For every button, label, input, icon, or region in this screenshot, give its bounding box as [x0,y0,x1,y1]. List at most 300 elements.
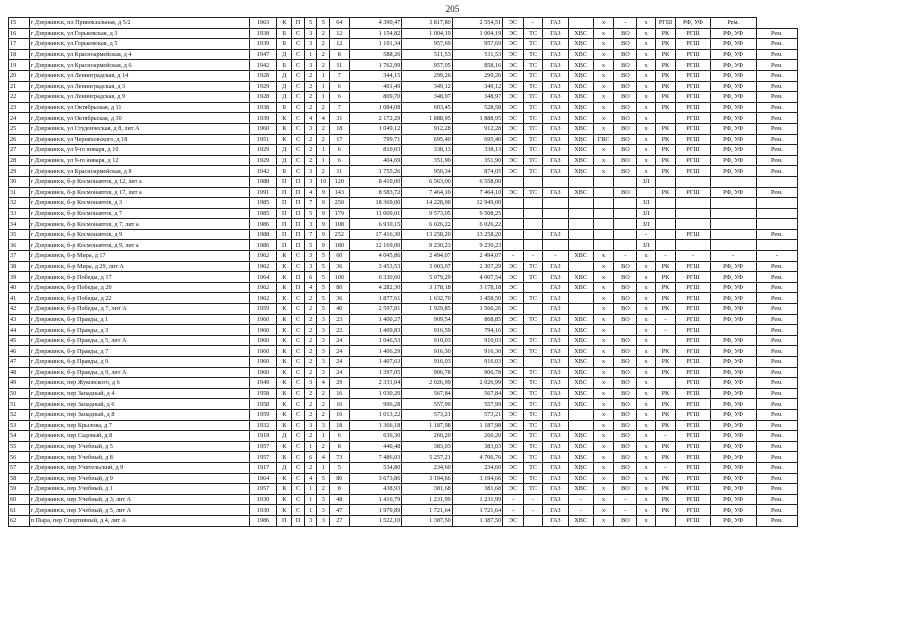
cell-hot-water: х [593,145,614,156]
cell-sewerage: - [614,505,637,516]
table-row [9,420,798,431]
cell-address: г Дзержинск, пер Крылова, д 7 [29,420,249,431]
cell-entrances: 4 [304,473,317,484]
cell-cold-water: ХВС [568,272,593,283]
cell-repair-status: Рем. [756,102,797,113]
cell-living-area: 3 003,07 [402,261,452,272]
cell-garbage: ЗЛ [637,176,655,187]
cell-residential-area: 557,99 [452,399,502,410]
cell-electricity: ЭС [503,304,524,315]
cell-sewerage: ВО [614,367,637,378]
cell-heating: ТС [523,441,542,452]
cell-hot-water: х [593,409,614,420]
cell-living-area: 1 187,98 [402,420,452,431]
cell-apartments: 11 [330,166,349,177]
cell-electricity: ЭС [503,113,524,124]
cell-hot-water: х [593,505,614,516]
cell-series: П [292,208,305,219]
cell-funds: РФ, УФ [710,113,756,124]
cell-apartments: 6 [330,155,349,166]
cell-row-number: 23 [9,102,30,113]
cell-electricity: ЭС [503,187,524,198]
table-row [9,92,798,103]
cell-floors: 2 [317,484,330,495]
cell-series: П [292,18,305,29]
cell-hot-water: х [593,335,614,346]
cell-repair-status: Рем. [756,304,797,315]
cell-year-built: 1962 [249,282,277,293]
cell-entrances: 3 [304,166,317,177]
cell-heating: ТС [523,420,542,431]
cell-wall-material: П [277,515,292,526]
cell-funds: РФ, УФ [710,441,756,452]
cell-floors: 1 [317,155,330,166]
cell-heating: ТС [523,39,542,50]
cell-electricity: ЭС [503,166,524,177]
cell-sewerage: - [614,18,637,29]
cell-address: г Дзержинск, ул Красноармейская, д 8 [29,166,249,177]
cell-total-area: 1 013,22 [349,409,402,420]
cell-gas [543,208,568,219]
cell-cold-water: ХВС [568,399,593,410]
cell-repair-status: Рем. [756,357,797,368]
cell-electricity: ЭС [503,346,524,357]
cell-facade-repair: РГШ [676,473,710,484]
cell-wall-material: К [277,505,292,516]
cell-apartments: 29 [330,378,349,389]
cell-residential-area: 4 706,76 [452,452,502,463]
cell-roof-repair [655,219,676,230]
cell-apartments: 18 [330,123,349,134]
cell-garbage: х [637,515,655,526]
cell-series: П [292,282,305,293]
cell-apartments: 8 [330,441,349,452]
cell-roof-repair: РК [655,357,676,368]
cell-floors: 9 [317,187,330,198]
cell-repair-status: Рем. [756,113,797,124]
table-row [9,431,798,442]
cell-floors: 3 [317,420,330,431]
cell-floors: 4 [317,452,330,463]
cell-total-area: 4 045,86 [349,251,402,262]
cell-electricity: ЭС [503,28,524,39]
cell-year-built: 1962 [249,293,277,304]
cell-cold-water: ХВС [568,462,593,473]
cell-apartments: 80 [330,282,349,293]
cell-electricity: ЭС [503,60,524,71]
cell-hot-water: х [593,123,614,134]
table-row [9,251,798,262]
cell-living-area: 916,30 [402,346,452,357]
table-row [9,113,798,124]
cell-hot-water [593,240,614,251]
cell-floors: 2 [317,39,330,50]
cell-wall-material: К [277,473,292,484]
cell-facade-repair: РГШ [676,134,710,145]
cell-entrances: 2 [304,388,317,399]
cell-series: С [292,484,305,495]
cell-address: г Дзержинск, ул Ленинградская, д 9 [29,92,249,103]
cell-electricity: ЭС [503,70,524,81]
cell-heating: ТС [523,261,542,272]
cell-facade-repair: РГШ [676,113,710,124]
cell-heating: ТС [523,431,542,442]
cell-residential-area: 1 231,99 [452,494,502,505]
cell-year-built: 1960 [249,325,277,336]
cell-garbage: х [637,388,655,399]
cell-heating: ТС [523,145,542,156]
cell-gas: ГАЗ [543,357,568,368]
cell-sewerage: ВО [614,515,637,526]
cell-total-area: 1 154,82 [349,28,402,39]
cell-repair-status: Рем. [756,28,797,39]
cell-living-area: 349,12 [402,81,452,92]
cell-repair-status: - [756,251,797,262]
cell-residential-area: 912,28 [452,123,502,134]
cell-year-built: 1985 [249,208,277,219]
cell-funds: РФ, УФ [710,60,756,71]
cell-gas [543,240,568,251]
cell-apartments: 27 [330,515,349,526]
cell-series: С [292,367,305,378]
table-row [9,346,798,357]
cell-hot-water: х [593,494,614,505]
cell-heating [523,357,542,368]
table-row [9,102,798,113]
cell-address: г Дзержинск, б-р Правды, д 9, лит А [29,367,249,378]
cell-series: С [292,92,305,103]
cell-apartments: 24 [330,367,349,378]
cell-address: г Дзержинск, пер Учебный, д 9 [29,473,249,484]
cell-facade-repair: РГШ [676,49,710,60]
cell-gas: ГАЗ [543,81,568,92]
cell-year-built: 1991 [249,187,277,198]
cell-funds: РФ, УФ [710,335,756,346]
cell-gas: ГАЗ [543,399,568,410]
cell-year-built: 1964 [249,473,277,484]
cell-living-area: 906,78 [402,367,452,378]
cell-living-area: 5 079,29 [402,272,452,283]
cell-funds: РФ, УФ [710,155,756,166]
cell-gas: ГАЗ [543,473,568,484]
cell-total-area: 799,71 [349,134,402,145]
cell-address: г Дзержинск, б-р Правды, д 1 [29,314,249,325]
cell-gas: ГАЗ [543,18,568,29]
cell-address: г Дзержинск, ул Октябрьская, д 11 [29,102,249,113]
cell-apartments: 252 [330,229,349,240]
cell-wall-material: Д [277,155,292,166]
cell-series: С [292,145,305,156]
table-row [9,378,798,389]
cell-entrances: 2 [304,357,317,368]
cell-living-area: 603,45 [402,102,452,113]
cell-row-number: 56 [9,452,30,463]
cell-series: С [292,346,305,357]
cell-address: г Дзержинск, б-р Космонавтов, д 7, лит а [29,219,249,230]
cell-wall-material: К [277,18,292,29]
cell-facade-repair: РГШ [676,484,710,495]
cell-garbage: х [637,251,655,262]
cell-total-area: 8 583,72 [349,187,402,198]
cell-year-built: 1928 [249,92,277,103]
cell-entrances: 2 [304,304,317,315]
cell-gas: ГАЗ [543,462,568,473]
cell-garbage: х [637,102,655,113]
cell-repair-status: Рем. [756,314,797,325]
cell-apartments: 6 [330,81,349,92]
cell-entrances: 3 [304,60,317,71]
cell-year-built: 1960 [249,367,277,378]
cell-hot-water: х [593,155,614,166]
cell-gas: ГАЗ [543,441,568,452]
cell-year-built: 1962 [249,251,277,262]
cell-sewerage: ВО [614,346,637,357]
cell-entrances: 4 [304,113,317,124]
cell-series: П [292,272,305,283]
cell-roof-repair: РК [655,473,676,484]
cell-residential-area: 957,69 [452,39,502,50]
cell-row-number: 53 [9,420,30,431]
cell-repair-status: Рем. [756,293,797,304]
cell-hot-water: х [593,113,614,124]
cell-garbage: х [637,113,655,124]
cell-address: г Дзержинск, пер Учебный, д 5, лит А [29,505,249,516]
cell-apartments: 18 [330,420,349,431]
cell-facade-repair: РГШ [676,462,710,473]
cell-heating: ТС [523,462,542,473]
cell-repair-status: Рем. [756,155,797,166]
cell-living-area: 957,69 [402,39,452,50]
cell-year-built: 1932 [249,420,277,431]
cell-living-area: 695,40 [402,134,452,145]
cell-residential-area: 2 026,99 [452,378,502,389]
cell-wall-material: К [277,293,292,304]
cell-heating [523,198,542,209]
cell-funds [710,198,756,209]
cell-sewerage: ВО [614,388,637,399]
cell-hot-water: х [593,261,614,272]
cell-row-number: 22 [9,92,30,103]
cell-residential-area: 1 387,50 [452,515,502,526]
cell-sewerage: ВО [614,314,637,325]
cell-cold-water: ХВС [568,484,593,495]
cell-roof-repair: РК [655,70,676,81]
cell-series: С [292,304,305,315]
cell-funds: РФ, УФ [710,367,756,378]
cell-facade-repair [676,208,710,219]
cell-roof-repair [655,229,676,240]
cell-apartments: 6 [330,92,349,103]
cell-garbage: х [637,494,655,505]
cell-total-area: 1 049,12 [349,123,402,134]
cell-series: С [292,399,305,410]
cell-gas: ГАЗ [543,39,568,50]
cell-funds: РФ, УФ [710,431,756,442]
cell-living-area: 13 258,20 [402,229,452,240]
cell-series: С [292,123,305,134]
cell-electricity: ЭС [503,325,524,336]
cell-sewerage: ВО [614,134,637,145]
cell-wall-material: Д [277,431,292,442]
cell-total-area: 1 755,26 [349,166,402,177]
cell-funds [710,208,756,219]
cell-address: г Дзержинск, пер Учебный, д 5 [29,441,249,452]
cell-hot-water: х [593,272,614,283]
cell-year-built: 1938 [249,102,277,113]
cell-heating: - [523,505,542,516]
cell-funds: РФ, УФ [710,357,756,368]
cell-funds: РФ, УФ [710,515,756,526]
cell-wall-material: К [277,335,292,346]
cell-row-number: 43 [9,314,30,325]
cell-repair-status: Рем. [756,81,797,92]
cell-hot-water: х [593,18,614,29]
cell-row-number: 62 [9,515,30,526]
cell-address: г Дзержинск, пер Учебный, д 1 [29,484,249,495]
cell-sewerage: ВО [614,473,637,484]
cell-heating: ТС [523,346,542,357]
cell-wall-material: Б [277,28,292,39]
cell-total-area: 401,49 [349,81,402,92]
cell-living-area: 1 721,64 [402,505,452,516]
cell-hot-water: х [593,431,614,442]
cell-row-number: 58 [9,473,30,484]
cell-cold-water: ХВС [568,251,593,262]
cell-year-built: 1928 [249,70,277,81]
cell-electricity: ЭС [503,81,524,92]
cell-hot-water: х [593,92,614,103]
cell-total-area: 809,70 [349,92,402,103]
cell-repair-status: Рем. [756,515,797,526]
cell-total-area: 1 101,34 [349,39,402,50]
cell-gas: ГАЗ [543,378,568,389]
cell-sewerage: ВО [614,282,637,293]
cell-funds: РФ, УФ [710,70,756,81]
cell-cold-water: ХВС [568,441,593,452]
cell-sewerage [614,208,637,219]
cell-series: С [292,325,305,336]
cell-year-built: 1958 [249,399,277,410]
cell-row-number: 21 [9,81,30,92]
table-row [9,187,798,198]
cell-cold-water [568,261,593,272]
cell-year-built: 1938 [249,28,277,39]
cell-living-area: 912,28 [402,123,452,134]
cell-funds: РФ, УФ [710,314,756,325]
cell-sewerage: ВО [614,409,637,420]
cell-total-area: 2 172,29 [349,113,402,124]
cell-apartments: 16 [330,399,349,410]
cell-entrances: 1 [304,441,317,452]
cell-electricity [503,198,524,209]
cell-repair-status: Рем. [756,388,797,399]
cell-residential-area: 299,26 [452,70,502,81]
cell-wall-material: К [277,325,292,336]
cell-gas: ГАЗ [543,113,568,124]
cell-garbage: х [637,49,655,60]
cell-total-area: 810,03 [349,145,402,156]
cell-funds: Рем. [710,18,756,29]
cell-electricity: ЭС [503,39,524,50]
cell-series: П [292,198,305,209]
cell-roof-repair: РК [655,60,676,71]
cell-sewerage: ВО [614,187,637,198]
cell-entrances: 4 [304,282,317,293]
cell-row-number: 37 [9,251,30,262]
cell-row-number: 17 [9,39,30,50]
cell-series: С [292,452,305,463]
cell-series: С [292,431,305,442]
cell-hot-water: х [593,304,614,315]
cell-total-area: 2 597,81 [349,304,402,315]
cell-floors: 3 [317,367,330,378]
cell-hot-water [593,198,614,209]
cell-total-area: 1 416,79 [349,494,402,505]
cell-series: С [292,113,305,124]
cell-electricity: ЭС [503,378,524,389]
table-row [9,272,798,283]
cell-sewerage: ВО [614,462,637,473]
cell-roof-repair: РК [655,28,676,39]
cell-cold-water: ХВС [568,367,593,378]
cell-year-built: 1960 [249,335,277,346]
cell-funds: РФ, УФ [710,505,756,516]
cell-electricity: ЭС [503,452,524,463]
cell-heating: ТС [523,388,542,399]
cell-apartments: 40 [330,304,349,315]
cell-heating: ТС [523,134,542,145]
cell-year-built: 1960 [249,346,277,357]
cell-cold-water [568,229,593,240]
cell-funds: РФ, УФ [710,282,756,293]
cell-heating [523,515,542,526]
cell-floors: 2 [317,399,330,410]
cell-series: С [292,293,305,304]
cell-residential-area: 528,58 [452,102,502,113]
cell-living-area: 260,20 [402,431,452,442]
cell-hot-water: х [593,420,614,431]
cell-electricity: ЭС [503,102,524,113]
cell-sewerage: ВО [614,304,637,315]
cell-row-number: 59 [9,484,30,495]
cell-sewerage: ВО [614,155,637,166]
cell-total-area: 588,26 [349,49,402,60]
cell-living-area: 3 817,80 [402,18,452,29]
cell-facade-repair [676,176,710,187]
cell-apartments: 73 [330,452,349,463]
cell-heating: ТС [523,92,542,103]
cell-apartments: 24 [330,357,349,368]
cell-total-area: 18 369,00 [349,198,402,209]
table-row [9,399,798,410]
cell-roof-repair: РК [655,293,676,304]
cell-total-area: 7 486,03 [349,452,402,463]
cell-funds: РФ, УФ [710,346,756,357]
cell-entrances: 3 [304,261,317,272]
cell-living-area: 9 230,23 [402,240,452,251]
cell-sewerage: ВО [614,441,637,452]
cell-sewerage: ВО [614,272,637,283]
cell-cold-water: ХВС [568,473,593,484]
cell-sewerage: ВО [614,113,637,124]
cell-residential-area: 1 721,64 [452,505,502,516]
cell-cold-water [568,198,593,209]
cell-gas: ГАЗ [543,229,568,240]
cell-address: г Дзержинск, пер Западный, д 4 [29,388,249,399]
cell-hot-water: х [593,293,614,304]
cell-wall-material: К [277,378,292,389]
cell-total-area: 1 084,08 [349,102,402,113]
